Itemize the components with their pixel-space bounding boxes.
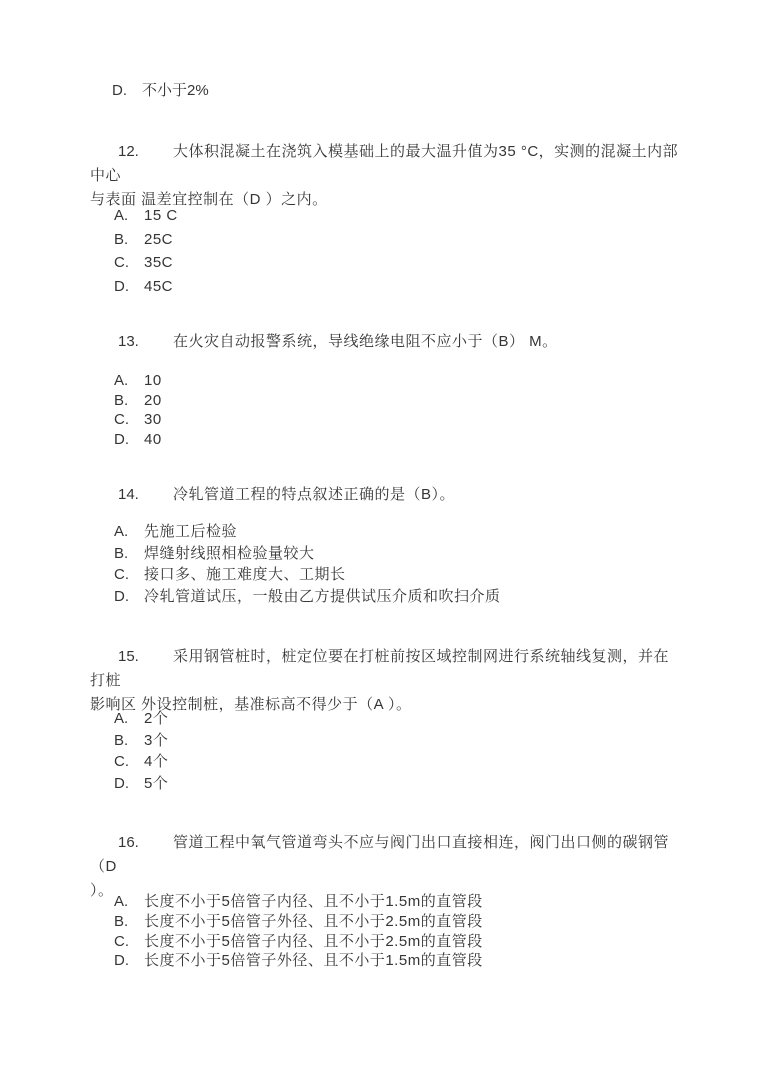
option-text: 20	[144, 391, 162, 409]
option-letter: D.	[112, 82, 127, 99]
option-text: 40	[144, 430, 162, 448]
carryover-option-row	[112, 81, 209, 101]
option-text: 45C	[144, 277, 174, 295]
option-letter: D.	[114, 430, 129, 448]
option-text: 25C	[144, 230, 174, 248]
option-text: 不小于2%	[142, 82, 209, 99]
option-letter: D.	[114, 952, 129, 970]
question-text: 冷轧管道工程的特点叙述正确的是（B）。	[173, 486, 456, 503]
option-letter: A.	[114, 523, 129, 540]
option-row	[114, 773, 674, 795]
option-text: 10	[144, 372, 162, 389]
option-text: 长度不小于5倍管子内径、且不小于2.5m的直管段	[144, 932, 483, 950]
option-text: 冷轧管道试压，一般由乙方提供试压介质和吹扫介质	[144, 587, 501, 605]
option-row	[114, 892, 674, 912]
option-letter: C.	[114, 254, 129, 271]
option-letter: D.	[114, 277, 129, 295]
question-line: 影响区 外设控制桩，基准标高不得少于（A ）。	[90, 696, 412, 713]
question-14	[90, 483, 680, 507]
option-letter: A.	[114, 893, 129, 910]
option-text: 2个	[144, 710, 169, 727]
question-line: 与表面 温差宜控制在（D ）之内。	[90, 191, 328, 208]
question-15	[90, 645, 680, 717]
question-text: 采用钢管桩时，桩定位要在打桩前按区域控制网进行系统轴线复测，并在打桩	[90, 648, 670, 689]
option-letter: C.	[114, 753, 129, 770]
option-row	[114, 730, 674, 752]
option-letter: C.	[114, 566, 129, 583]
option-letter: D.	[114, 774, 129, 792]
question-number: 12.	[118, 143, 139, 160]
option-row	[114, 391, 674, 411]
question-12	[90, 140, 680, 212]
question-text: 大体积混凝土在浇筑入模基础上的最大温升值为35 °C，实测的混凝土内部中心	[90, 143, 679, 184]
option-row	[114, 932, 674, 952]
option-letter: A.	[114, 372, 129, 389]
option-text: 长度不小于5倍管子内径、且不小于1.5m的直管段	[144, 893, 483, 910]
option-text: 35C	[144, 254, 174, 271]
option-row	[114, 410, 674, 430]
option-text: 4个	[144, 753, 169, 770]
question-number: 16.	[118, 834, 139, 851]
option-text: 长度不小于5倍管子外径、且不小于1.5m的直管段	[144, 952, 483, 970]
option-row	[114, 521, 674, 543]
question-line	[90, 140, 680, 188]
option-row	[114, 543, 674, 565]
option-text: 焊缝射线照相检验量较大	[144, 544, 315, 562]
option-text: 3个	[144, 731, 169, 749]
question-line: ）。	[90, 882, 114, 899]
option-letter: B.	[114, 544, 129, 562]
option-text: 长度不小于5倍管子外径、且不小于2.5m的直管段	[144, 912, 483, 930]
option-letter: A.	[114, 710, 129, 727]
option-row	[114, 228, 674, 252]
option-letter: A.	[114, 207, 129, 224]
option-row	[114, 204, 674, 228]
question-text: 管道工程中氧气管道弯头不应与阀门出口直接相连，阀门出口侧的碳钢管（D	[90, 834, 670, 875]
question-line	[90, 483, 680, 507]
option-letter: B.	[114, 912, 129, 930]
option-row	[114, 275, 674, 299]
option-text: 5个	[144, 774, 169, 792]
option-row	[114, 912, 674, 932]
option-row	[114, 708, 674, 730]
option-text: 30	[144, 411, 162, 428]
question-line	[90, 645, 680, 693]
option-text: 先施工后检验	[144, 523, 238, 540]
question-12-options	[114, 204, 674, 298]
option-letter: B.	[114, 391, 129, 409]
question-13	[90, 330, 680, 354]
question-number: 13.	[118, 333, 139, 350]
question-16-options	[114, 892, 674, 971]
option-row	[114, 564, 674, 586]
question-13-options	[114, 371, 674, 449]
option-letter: C.	[114, 932, 129, 950]
option-row	[114, 586, 674, 608]
question-number: 14.	[118, 486, 139, 503]
option-row	[114, 251, 674, 275]
option-letter: D.	[114, 587, 129, 605]
question-line	[90, 330, 680, 354]
option-letter: C.	[114, 411, 129, 428]
option-text: 接口多、施工难度大、工期长	[144, 566, 346, 583]
option-row	[114, 371, 674, 391]
option-row	[114, 751, 674, 773]
question-number: 15.	[118, 648, 139, 665]
question-14-options	[114, 521, 674, 607]
question-line	[90, 831, 680, 879]
question-15-options	[114, 708, 674, 794]
option-row	[114, 430, 674, 450]
option-text: 15 C	[144, 207, 178, 224]
option-row	[114, 951, 674, 971]
option-letter: B.	[114, 731, 129, 749]
option-letter: B.	[114, 230, 129, 248]
question-text: 在火灾自动报警系统，导线绝缘电阻不应小于（B） M。	[173, 333, 558, 350]
